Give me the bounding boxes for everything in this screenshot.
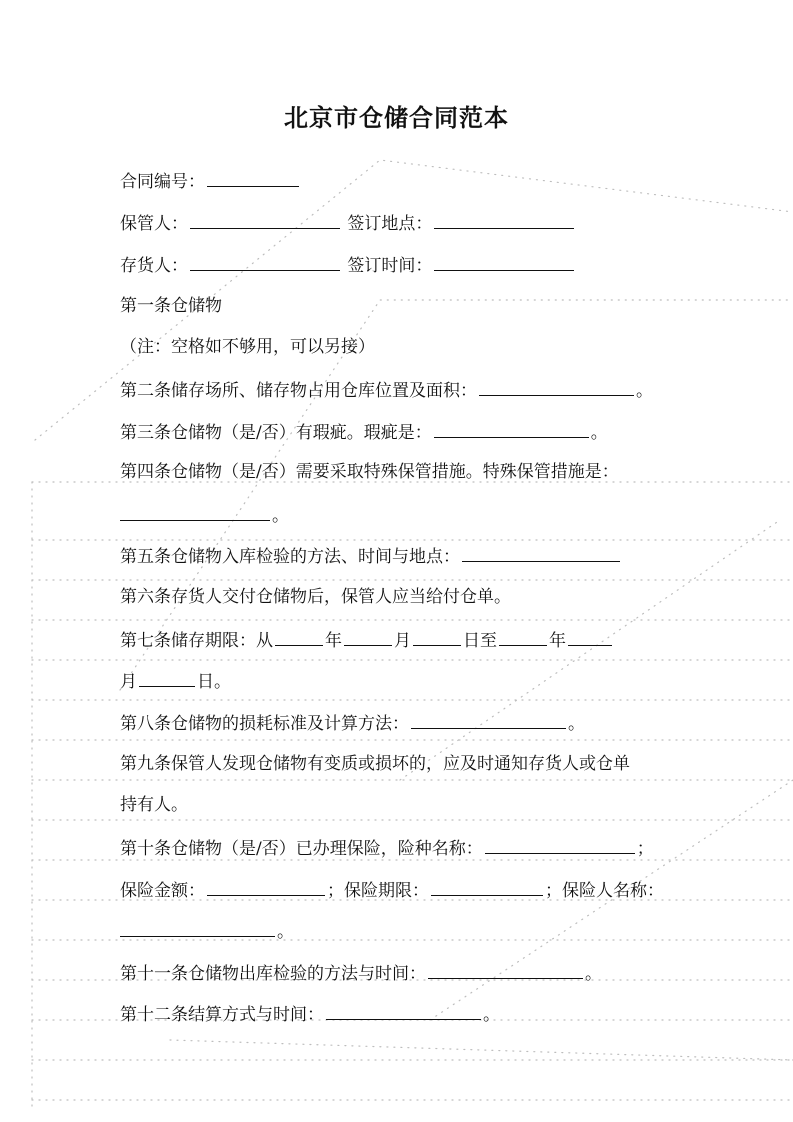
clause-9 <box>120 752 630 776</box>
insurer-period: 。 <box>277 922 294 942</box>
clause-11 <box>120 960 602 984</box>
amount-semicolon: ； <box>327 881 344 901</box>
clause-10 <box>120 835 654 859</box>
note-line <box>120 335 375 359</box>
period-semicolon: ； <box>545 881 562 901</box>
clause-5 <box>120 543 622 567</box>
clause-4 <box>120 460 619 484</box>
end-year-blank[interactable] <box>499 627 547 646</box>
end-day-label: 日。 <box>197 672 231 692</box>
insurance-period-blank[interactable] <box>431 877 543 896</box>
clause-2 <box>120 377 653 401</box>
clause-9-text-2: 持有人。 <box>120 795 188 815</box>
clause-10-text: 第十条仓储物（是/否）已办理保险，险种名称： <box>120 839 483 859</box>
page-title: 北京市仓储合同范本 <box>284 103 509 132</box>
clause-10-insurer-line <box>120 918 294 942</box>
insurance-amount-blank[interactable] <box>207 877 325 896</box>
clause-11-blank[interactable] <box>428 960 583 979</box>
insurance-type-blank[interactable] <box>485 835 635 854</box>
clause-7 <box>120 627 614 651</box>
contract-number-blank[interactable] <box>207 168 299 187</box>
contract-number-label: 合同编号： <box>120 172 205 192</box>
clause-1 <box>120 294 222 318</box>
clause-2-blank[interactable] <box>479 377 634 396</box>
clause-2-period: 。 <box>636 381 653 401</box>
sign-time-blank[interactable] <box>434 252 574 271</box>
clause-1-text: 第一条仓储物 <box>120 296 222 316</box>
clause-3-text: 第三条仓储物（是/否）有瑕疵。瑕疵是： <box>120 423 432 443</box>
clause-11-text: 第十一条仓储物出库检验的方法与时间： <box>120 964 426 984</box>
clause-2-text: 第二条储存场所、储存物占用仓库位置及面积： <box>120 381 477 401</box>
clause-8 <box>120 710 585 734</box>
insurance-period-label: 保险期限： <box>344 881 429 901</box>
end-month-label: 月 <box>120 672 137 692</box>
clause-4-period: 。 <box>272 506 289 526</box>
depositor-blank[interactable] <box>190 252 340 271</box>
clause-5-text: 第五条仓储物入库检验的方法、时间与地点： <box>120 547 460 567</box>
sign-place-blank[interactable] <box>434 210 574 229</box>
custodian-blank[interactable] <box>190 210 340 229</box>
clause-6 <box>120 585 511 609</box>
sign-place-label: 签订地点： <box>347 214 433 234</box>
end-day-blank[interactable] <box>139 668 195 687</box>
end-year-label: 年 <box>549 631 566 651</box>
custodian-line <box>120 210 576 234</box>
clause-12-text: 第十二条结算方式与时间： <box>120 1005 324 1025</box>
depositor-label: 存货人： <box>120 256 188 276</box>
sign-time-label: 签订时间： <box>347 256 433 276</box>
clause-10-continuation <box>120 877 664 901</box>
clause-3 <box>120 419 608 443</box>
clause-6-text: 第六条存货人交付仓储物后，保管人应当给付仓单。 <box>120 587 511 607</box>
custodian-label: 保管人： <box>120 214 188 234</box>
clause-8-period: 。 <box>568 714 585 734</box>
insurer-blank[interactable] <box>120 918 275 937</box>
contract-number-line <box>120 168 301 192</box>
month-label: 月 <box>394 631 411 651</box>
clause-3-period: 。 <box>590 423 608 443</box>
year-label: 年 <box>325 631 342 651</box>
clause-9-continuation <box>120 793 188 817</box>
clause-7-text: 第七条储存期限：从 <box>120 631 273 651</box>
day-to-label: 日至 <box>463 631 497 651</box>
clause-9-text-1: 第九条保管人发现仓储物有变质或损坏的，应及时通知存货人或仓单 <box>120 754 630 774</box>
clause-11-period: 。 <box>585 964 602 984</box>
clause-8-blank[interactable] <box>411 710 566 729</box>
start-year-blank[interactable] <box>275 627 323 646</box>
clause-5-blank[interactable] <box>462 543 620 562</box>
clause-4-continuation <box>120 502 289 526</box>
clause-8-text: 第八条仓储物的损耗标准及计算方法： <box>120 714 409 734</box>
note-text: （注：空格如不够用，可以另接） <box>120 337 375 357</box>
clause-4-text: 第四条仓储物（是/否）需要采取特殊保管措施。特殊保管措施是： <box>120 462 619 482</box>
clause-3-blank[interactable] <box>434 419 589 438</box>
end-month-blank-1[interactable] <box>568 627 612 646</box>
clause-10-semicolon: ； <box>636 839 654 859</box>
insurance-amount-label: 保险金额： <box>120 881 205 901</box>
clause-12-blank[interactable] <box>326 1001 481 1020</box>
clause-7-continuation <box>120 668 231 692</box>
start-day-blank[interactable] <box>413 627 461 646</box>
clause-12-period: 。 <box>483 1005 500 1025</box>
insurer-label: 保险人名称： <box>562 881 664 901</box>
depositor-line <box>120 252 576 276</box>
clause-4-blank[interactable] <box>120 502 270 521</box>
start-month-blank[interactable] <box>344 627 392 646</box>
clause-12 <box>120 1001 500 1025</box>
